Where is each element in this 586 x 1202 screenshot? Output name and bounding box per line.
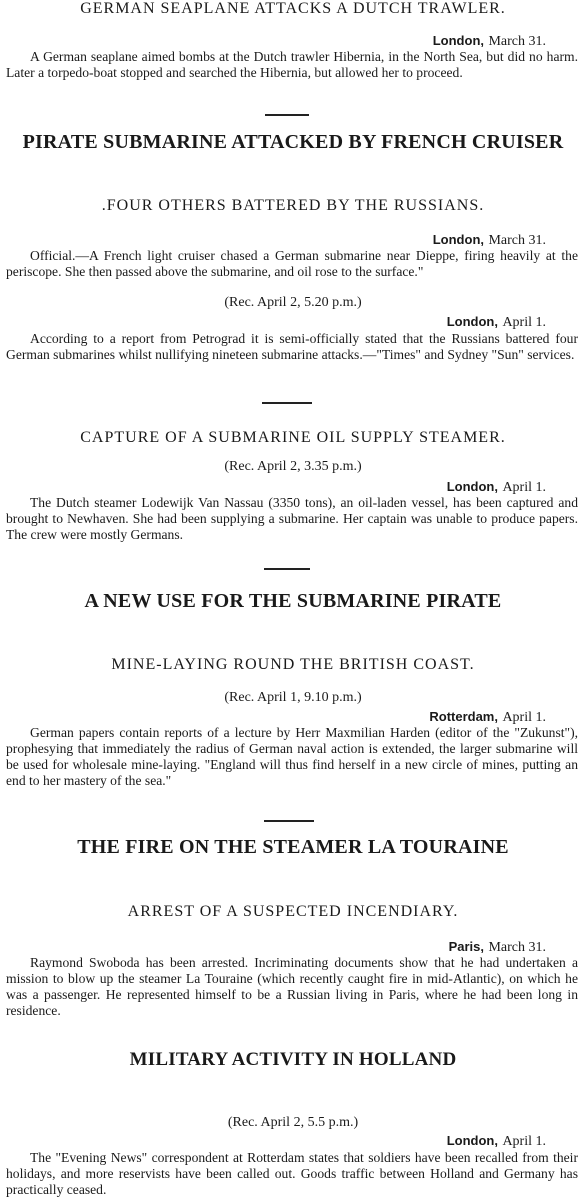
dateline-rotterdam	[429, 709, 546, 726]
headline-seaplane: GERMAN SEAPLANE ATTACKS A DUTCH TRAWLER.	[80, 0, 506, 17]
section-rule	[262, 402, 312, 404]
article-body-mine-laying: German papers contain reports of a lecture by Herr Maxmilian Harden (editor of the "Zukunst"), prophesying that immediately the radius of German naval action is extended, the larger submarine will be used for wholesale mine-laying. "England will thus find herself in a new circle of mines, putting an end to her mastery of the sea."	[6, 725, 578, 788]
article-body-holland: The "Evening News" correspondent at Rotterdam states that soldiers have been recalled from their holidays, and more reservists have been called out. Goods traffic between Holland and Germany has practically ceased.	[6, 1150, 578, 1197]
headline-military-activity-holland: MILITARY ACTIVITY IN HOLLAND	[129, 1049, 457, 1070]
received-time: (Rec. April 1, 9.10 p.m.)	[224, 690, 362, 705]
dateline-holland	[447, 1133, 546, 1150]
section-rule	[264, 568, 310, 570]
dateline-oil-supply	[447, 479, 546, 496]
article-body-oil-supply: The Dutch steamer Lodewijk Van Nassau (3350 tons), an oil-laden vessel, has been captured and brought to Newhaven. She had been supplying a submarine. Her captain was unable to produce papers. The crew were mostly Germans.	[6, 495, 578, 542]
dateline-city: Rotterdam,	[429, 709, 498, 724]
received-time: (Rec. April 2, 5.20 p.m.)	[224, 295, 362, 310]
subheadline-mine-laying: MINE-LAYING ROUND THE BRITISH COAST.	[111, 656, 475, 673]
received-time: (Rec. April 2, 5.5 p.m.)	[227, 1115, 359, 1130]
headline-oil-supply-steamer: CAPTURE OF A SUBMARINE OIL SUPPLY STEAMER.	[80, 429, 506, 446]
subheadline-arrest-incendiary: ARREST OF A SUSPECTED INCENDIARY.	[127, 903, 459, 920]
dateline-city: London,	[446, 314, 498, 329]
dateline-date: April 1.	[502, 1134, 546, 1149]
dateline-city: London,	[446, 1133, 498, 1148]
received-time: (Rec. April 2, 3.35 p.m.)	[224, 459, 362, 474]
dateline-city: London,	[432, 232, 484, 247]
dateline-date: April 1.	[502, 710, 546, 725]
dateline-date: April 1.	[502, 480, 546, 495]
section-rule	[265, 114, 309, 116]
subheadline-four-others: .FOUR OTHERS BATTERED BY THE RUSSIANS.	[101, 197, 485, 214]
dateline-date: March 31.	[488, 940, 546, 955]
article-body-french-cruiser: Official.—A French light cruiser chased a German submarine near Dieppe, firing heavily at the periscope. She then passed above the submarine, and oil rose to the surface."	[6, 248, 578, 279]
dateline-city: London,	[446, 479, 498, 494]
article-body-la-touraine: Raymond Swoboda has been arrested. Incriminating documents show that he had undertaken a mission to blow up the steamer La Touraine (which recently caught fire in mid-Atlantic), on which he was a passenger. He represented himself to be a Russian living in Paris, where he had been long in residence.	[6, 955, 578, 1018]
dateline-seaplane	[433, 33, 546, 50]
dateline-date: April 1.	[502, 315, 546, 330]
section-rule	[264, 820, 314, 822]
headline-pirate-submarine: PIRATE SUBMARINE ATTACKED BY FRENCH CRUISER	[22, 131, 564, 153]
headline-new-use-submarine: A NEW USE FOR THE SUBMARINE PIRATE	[84, 590, 502, 612]
dateline-date: March 31.	[488, 233, 546, 248]
dateline-city: Paris,	[448, 939, 484, 954]
dateline-french-cruiser	[433, 232, 546, 249]
article-body-russians: According to a report from Petrograd it is semi-officially stated that the Russians battered four German submarines whilst nullifying nineteen submarine attacks.—"Times" and Sydney "Sun" services.	[6, 331, 578, 362]
headline-fire-la-touraine: THE FIRE ON THE STEAMER LA TOURAINE	[77, 836, 509, 858]
article-body-seaplane: A German seaplane aimed bombs at the Dutch trawler Hibernia, in the North Sea, but did no harm. Later a torpedo-boat stopped and searched the Hibernia, but allowed her to proceed.	[6, 49, 578, 80]
dateline-russians	[447, 314, 546, 331]
dateline-date: March 31.	[488, 34, 546, 49]
dateline-city: London,	[432, 33, 484, 48]
dateline-paris	[449, 939, 546, 956]
